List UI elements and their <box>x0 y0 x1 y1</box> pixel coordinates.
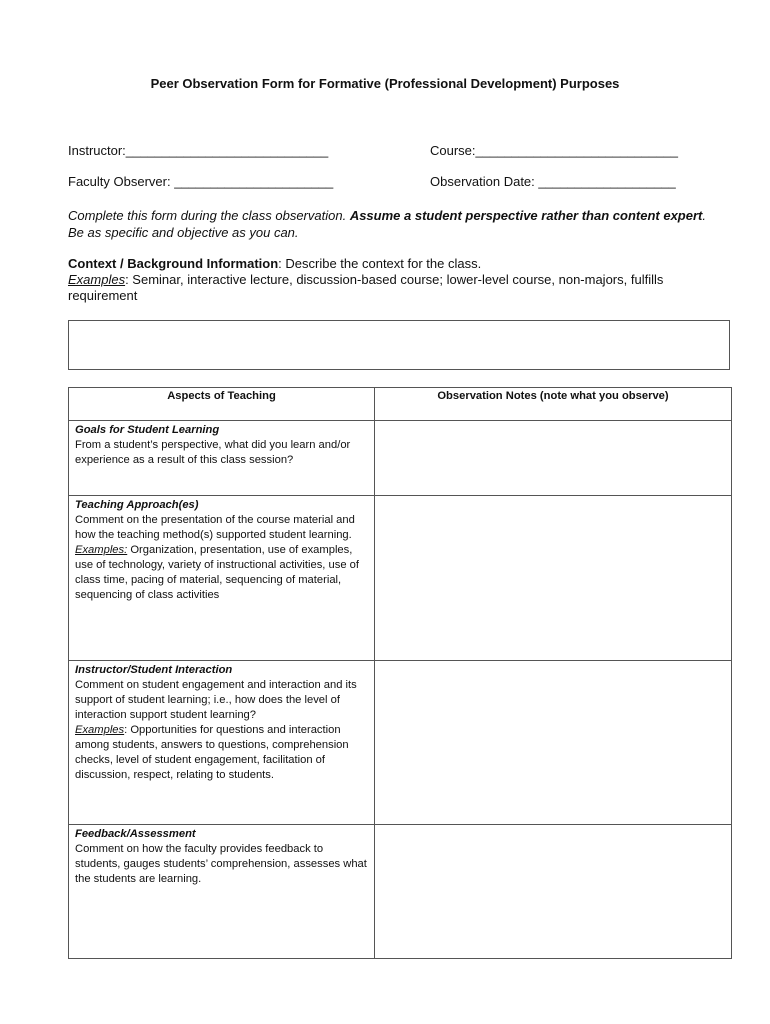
aspect-cell <box>69 661 375 825</box>
table-row <box>69 421 732 496</box>
aspect-cell <box>69 421 375 496</box>
header-aspects: Aspects of Teaching <box>69 388 375 421</box>
aspect-examples <box>75 723 368 783</box>
observation-date-field[interactable]: Observation Date: ___________________ <box>430 174 676 189</box>
context-examples-label: Examples <box>68 272 126 287</box>
table-header-row <box>69 388 732 421</box>
form-title: Peer Observation Form for Formative (Professional Development) Purposes <box>150 76 620 91</box>
aspect-heading: Teaching Approach(es) <box>75 499 199 511</box>
instructions-text: Complete this form during the class observation. <box>68 208 350 223</box>
context-heading: Context / Background Information <box>68 256 279 271</box>
aspect-description: Comment on how the faculty provides feedback to students, gauges students’ comprehension, assesses what the students are learning. <box>75 843 367 885</box>
instructor-field[interactable]: Instructor:____________________________ <box>68 143 329 158</box>
table-row <box>69 825 732 959</box>
aspect-examples-text: : Opportunities for questions and interaction among students, answers to questions, comprehension checks, level of student engagement, facilitation of discussion, respect, relating to students. <box>75 724 349 781</box>
observation-notes-cell[interactable] <box>375 661 732 825</box>
aspect-examples-text: Organization, presentation, use of examples, use of technology, variety of instructional activities, use of class time, pacing of material, sequencing of material, sequencing of class activities <box>75 544 359 601</box>
aspect-cell <box>69 496 375 661</box>
context-section <box>68 256 718 304</box>
table-row <box>69 496 732 661</box>
aspect-description: Comment on student engagement and interaction and its support of student learning; i.e., how does the level of interaction support student learning? <box>75 679 357 721</box>
context-heading-line <box>68 256 718 272</box>
aspect-heading: Goals for Student Learning <box>75 424 220 436</box>
observation-notes-cell[interactable] <box>375 421 732 496</box>
observation-notes-cell[interactable] <box>375 825 732 959</box>
aspect-examples-label: Examples <box>75 724 125 736</box>
aspect-examples-label: Examples: <box>75 544 128 556</box>
faculty-observer-field[interactable]: Faculty Observer: ______________________ <box>68 174 334 189</box>
course-field[interactable]: Course:____________________________ <box>430 143 678 158</box>
aspect-cell <box>69 825 375 959</box>
aspect-heading: Feedback/Assessment <box>75 828 196 840</box>
aspect-heading: Instructor/Student Interaction <box>75 664 233 676</box>
table-row <box>69 661 732 825</box>
context-examples-text: : Seminar, interactive lecture, discussion-based course; lower-level course, non-majors, fulfills requirement <box>68 272 664 303</box>
header-observation-notes: Observation Notes (note what you observe) <box>375 388 732 421</box>
context-description: : Describe the context for the class. <box>278 256 482 271</box>
instructions <box>68 207 718 241</box>
aspect-description: Comment on the presentation of the course material and how the teaching method(s) supported student learning. <box>75 514 355 541</box>
observation-notes-cell[interactable] <box>375 496 732 661</box>
instructions-emphasis: Assume a student perspective rather than content expert <box>349 208 703 223</box>
observation-table <box>68 387 732 959</box>
context-examples-line <box>68 272 718 304</box>
aspect-examples <box>75 543 368 603</box>
instructions-text-end: . Be as specific and objective as you can. <box>68 208 706 240</box>
aspect-description: From a student’s perspective, what did you learn and/or experience as a result of this class session? <box>75 439 351 466</box>
context-input-box[interactable] <box>68 320 730 370</box>
